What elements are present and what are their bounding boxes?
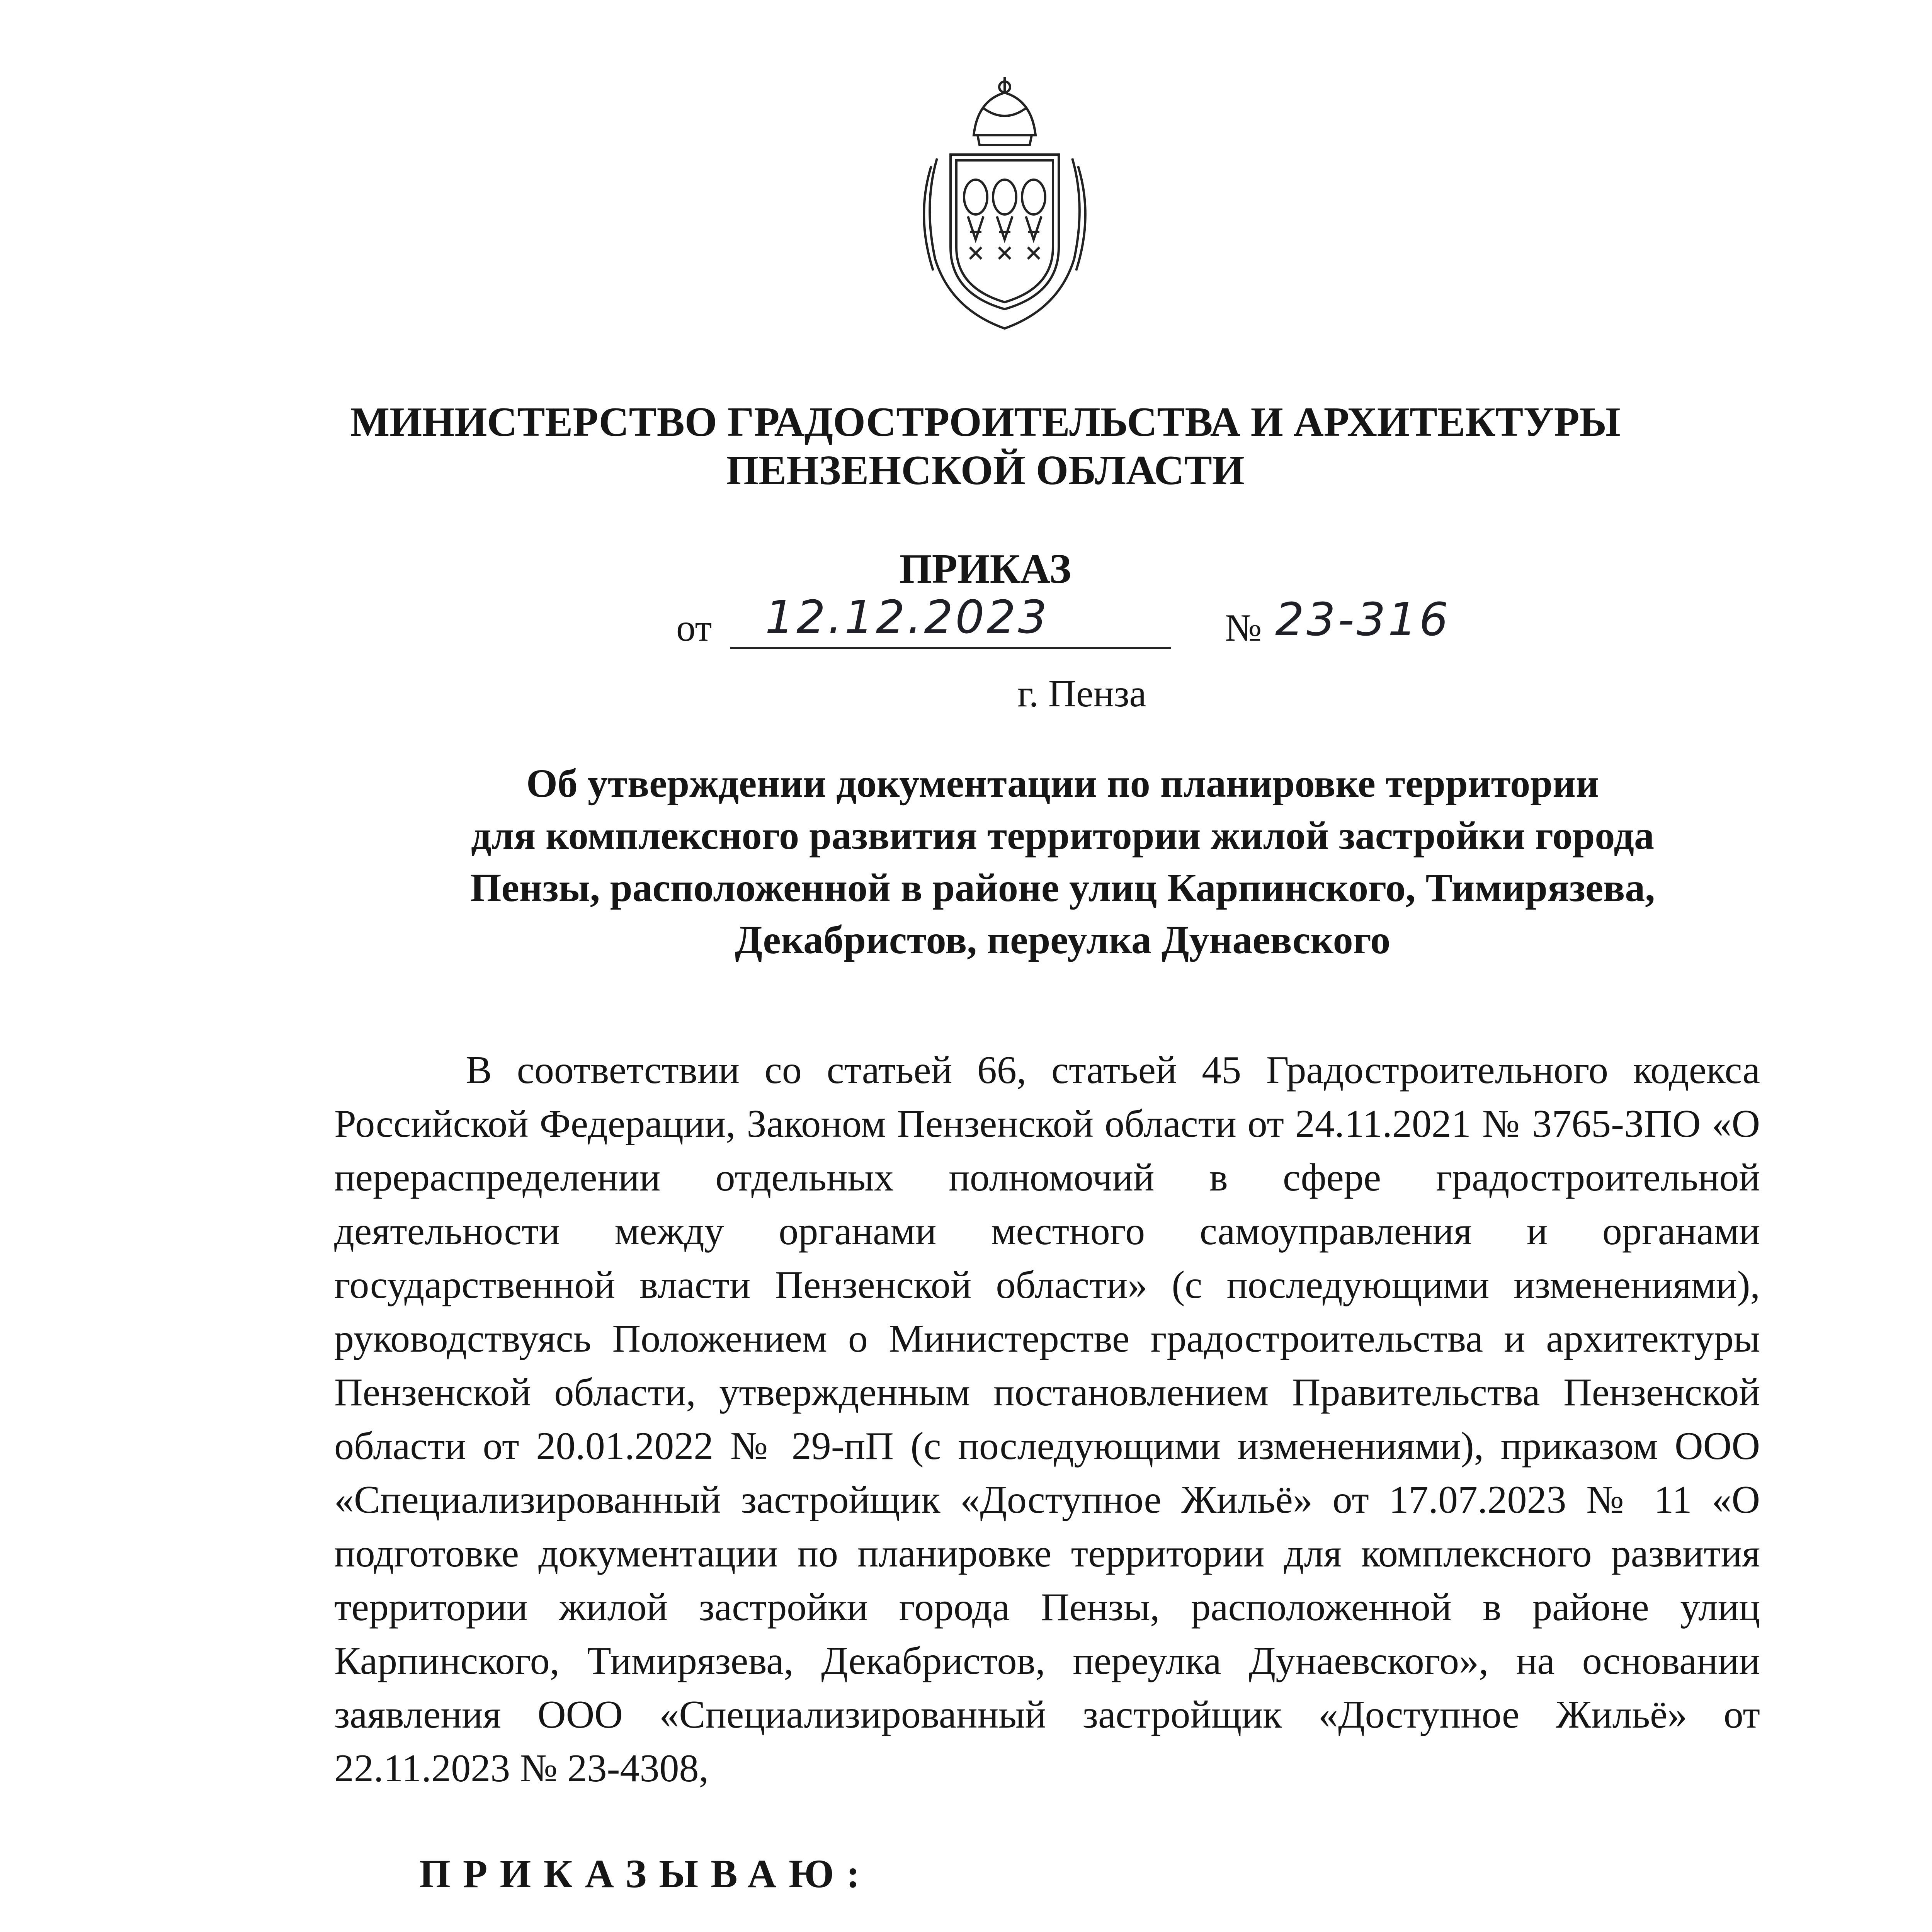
number-label: №	[1225, 606, 1262, 649]
date-field	[730, 590, 1171, 649]
number-field	[1271, 595, 1480, 649]
date-number-line	[676, 591, 1488, 657]
preamble-block	[334, 1043, 1760, 1795]
subject-line4: Декабристов, переулка Дунаевского	[735, 918, 1391, 962]
ministry-name-line2: ПЕНЗЕНСКОЙ ОБЛАСТИ	[726, 447, 1245, 493]
decree-heading: ПРИКАЗЫВАЮ:	[419, 1852, 872, 1896]
preamble-paragraph: В соответствии со статьей 66, статьей 45 Градостроительного кодекса Российской Федерации, Законом Пензенской области от 24.11.2021 № 3765-ЗПО «О перераспределении отдельных полномочий в сфере градостроительной деятельности между органами местного самоуправления и органами государственной власти Пензенской области» (с последующими изменениями), руководствуясь Положением о Министерстве градостроительства и архитектуры Пензенской области, утвержденным постановлением Правительства Пензенской области от 20.01.2022 № 29-пП (с последующими изменениями), приказом ООО «Специализированный застройщик «Доступное Жильё» от 17.07.2023 № 11 «О подготовке документации по планировке территории для комплексного развития территории жилой застройки города Пензы, расположенной в районе улиц Карпинского, Тимирязева, Декабристов, переулка Дунаевского», на основании заявления ООО «Специализированный застройщик «Доступное Жильё» от 22.11.2023 № 23-4308,	[334, 1048, 1760, 1790]
ministry-name-line1: МИНИСТЕРСТВО ГРАДОСТРОИТЕЛЬСТВА И АРХИТЕКТУРЫ	[350, 399, 1621, 445]
document-type-title: ПРИКАЗ	[899, 546, 1071, 592]
subject-line1: Об утверждении документации по планировке территории	[526, 761, 1599, 806]
subject-line3: Пензы, расположенной в районе улиц Карпинского, Тимирязева,	[470, 866, 1655, 910]
coat-of-arms-icon	[900, 77, 1109, 332]
ministry-name	[0, 398, 1932, 495]
date-label: от	[676, 606, 712, 649]
city-name: г. Пенза	[1017, 672, 1146, 715]
date-value: 12.12.2023	[765, 590, 1049, 644]
number-value: 23-316	[1275, 593, 1451, 646]
order-subject	[406, 757, 1719, 966]
subject-line2: для комплексного развития территории жилой застройки города	[471, 813, 1654, 858]
